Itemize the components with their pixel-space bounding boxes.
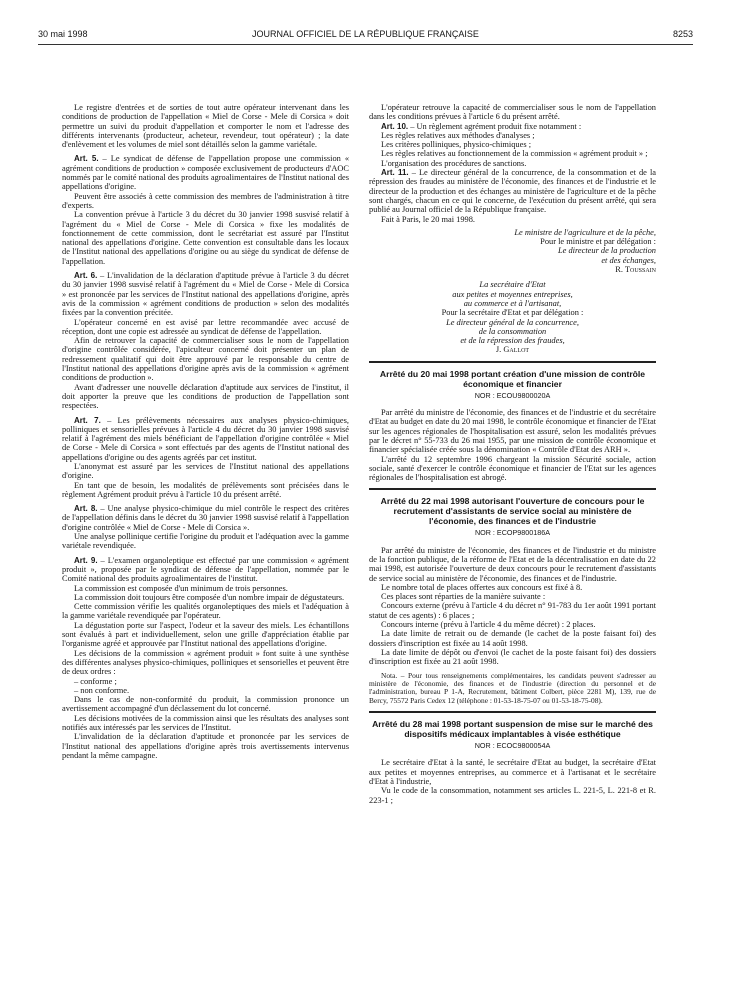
paragraph: L'opérateur retrouve la capacité de commercialiser sous le nom de l'appellation dans les conditions prévues à l'article 6 du présent arrêté. [369, 103, 656, 122]
paragraph: Art. 9. – L'examen organoleptique est effectué par une commission « agrément produit », proposée par le syndicat de défense de l'appellation, nommée par le Comité national des produits agroalimentaires de l'institut. [62, 555, 349, 584]
paragraph: Art. 11. – Le directeur général de la concurrence, de la consommation et de la répression des fraudes au ministère de l'économie, des finances et de l'industrie et le directeur de la production et des échanges au ministère de l'agriculture et de la pêche sont chargés, chacun en ce qui le concerne, de l'exécution du présent arrêté, qui sera publié au Journal officiel de la République française. [369, 168, 656, 215]
article-number: Art. 9. [74, 555, 98, 565]
paragraph: Art. 8. – Une analyse physico-chimique du miel contrôle le respect des critères de l'appellation définis dans le décret du 30 janvier 1998 susvisé relatif à l'appellation d'origine contrôlée « Miel de Corse - Mele di Corsica ». [62, 504, 349, 532]
signature-line: Pour la secrétaire d'Etat et par délégation : [441, 308, 584, 318]
signature-line: et de la répression des fraudes, [460, 336, 565, 346]
article-number: Art. 10. [381, 121, 409, 131]
paragraph: Vu le code de la consommation, notamment ses articles L. 221-5, L. 221-8 et R. 223-1 ; [369, 786, 656, 805]
right-column [369, 103, 656, 983]
paragraph: Concours externe (prévu à l'article 4 du décret n° 91-783 du 1er août 1991 portant statut de ces agents) : 6 places ; [369, 601, 656, 620]
paragraph: La date limite de retrait ou de demande (le cachet de la poste faisant foi) des dossiers d'inscription est fixée au 14 août 1998. [369, 629, 656, 648]
paragraph: Une analyse pollinique certifie l'origine du produit et l'adéquation avec la gamme variétale revendiquée. [62, 532, 349, 551]
nor-reference: NOR : ECOC9800054A [474, 741, 551, 751]
paragraph: La commission est composée d'un minimum de trois personnes. [74, 583, 288, 593]
paragraph: Art. 10. – Un règlement agrément produit fixe notamment : [381, 121, 582, 131]
nor-reference: NOR : ECOP9800186A [474, 528, 551, 538]
list-item: Les règles relatives au fonctionnement de la commission « agrément produit » ; [381, 149, 648, 159]
signature-name: R. Toussain [615, 265, 656, 275]
signature-line: Le ministre de l'agriculture et de la pêche, [514, 227, 656, 237]
paragraph: L'invalidation de la déclaration d'aptitude et prononcée par les services de l'Institut national des appellations d'origine après trois avertissements intervenus pendant la même campagne. [62, 732, 349, 760]
article-number: Art. 6. [74, 271, 98, 281]
signature-line: au commerce et à l'artisanat, [463, 298, 562, 308]
paragraph: Art. 7. – Les prélèvements nécessaires aux analyses physico-chimiques, polliniques et sensorielles prévues à l'article 4 du décret du 30 janvier 1998 susvisé relatif à l'agrément des miels bénéficiant de l'appellation d'origine contrôlée « Miel de Corse - Mele di Corsica » sont effectués par des agents de l'Institut national des appellations d'origine ou des agents agréés par cet institut. [62, 415, 349, 462]
paragraph: Le nombre total de places offertes aux concours est fixé à 8. [381, 582, 583, 592]
paragraph: L'anonymat est assuré par les services de l'Institut national des appellations d'origine. [62, 461, 349, 481]
paragraph: L'arrêté du 12 septembre 1996 chargeant la mission Sécurité sociale, action sociale, santé d'exercer le contrôle économique et financier de l'Etat sur les agences régionales de l'hospitalisation est abrogé. [369, 454, 656, 483]
decree-title: Arrêté du 22 mai 1998 autorisant l'ouverture de concours pour le recrutement d'assistants de service social au ministère de l'économie, des finances et de l'industrie [380, 496, 645, 527]
signature-line: Le directeur de la production [557, 246, 656, 256]
article-number: Art. 8. [74, 504, 98, 514]
signature-block-minister [369, 228, 656, 274]
left-column [62, 103, 349, 983]
paragraph: L'opérateur concerné en est avisé par lettre recommandée avec accusé de réception, dont une copie est adressée au syndicat de défense de l'appellation. [62, 317, 349, 336]
paragraph: Peuvent être associés à cette commission des membres de l'administration à titre d'experts. [62, 191, 349, 210]
paragraph: La commission doit toujours être composée d'un nombre impair de dégustateurs. [74, 592, 345, 602]
signature-line: Pour le ministre et par délégation : [540, 237, 656, 247]
section-separator [369, 711, 656, 713]
place-and-date: Fait à Paris, le 20 mai 1998. [381, 214, 475, 224]
paragraph: Par arrêté du ministre de l'économie, des finances et de l'industrie et du ministre de la fonction publique, de la réforme de l'Etat et de la décentralisation en date du 22 mai 1998, est autorisée l'ouverture de deux concours pour le recrutement d'assistants de service social au ministère de l'économie, des finances et de l'industrie. [369, 545, 656, 583]
article-number: Art. 5. [74, 154, 99, 164]
decree-title: Arrêté du 28 mai 1998 portant suspension de mise sur le marché des dispositifs médicaux implantables à visée esthétique [372, 719, 653, 740]
paragraph: Afin de retrouver la capacité de commercialiser sous le nom de l'appellation d'origine contrôlée considérée, l'apiculteur concerné doit présenter un plan de redressement qualitatif qui doit être approuvé par le responsable du centre de l'Institut national des appellations d'origine après avis de la commission « agrément conditions de production ». [62, 336, 349, 383]
nota-note: Nota. – Pour tous renseignements complémentaires, les candidats peuvent s'adresser au ministère de l'économie, des finances et de l'industrie (direction du personnel et de l'administration, bureau P 1-A, Recrutement, bâtiment Colbert, pièce 2281 M), 139, rue de Bercy, 75572 Paris Cedex 12 (téléphone : 01-53-18-75-07 ou 01-53-18-75-08). [369, 670, 656, 705]
list-item: – conforme ; [74, 676, 117, 686]
signature-line: et des échanges, [601, 255, 656, 265]
paragraph: La date limite de dépôt ou d'envoi (le cachet de la poste faisant foi) des dossiers d'inscription est fixée au 21 août 1998. [369, 647, 656, 667]
paragraph: Concours interne (prévu à l'article 4 du même décret) : 2 places. [381, 620, 596, 630]
signature-line: de la consommation [478, 326, 547, 336]
paragraph: Les décisions motivées de la commission ainsi que les résultats des analyses sont notifiés aux intéressés par les services de l'Institut. [62, 713, 349, 732]
article-number: Art. 11. [381, 168, 409, 178]
signature-name: J. Gallot [495, 345, 530, 355]
paragraph: Avant d'adresser une nouvelle déclaration d'aptitude aux services de l'institut, il doit apporter la preuve que les conditions de production de l'appellation sont respectées. [62, 382, 349, 411]
signature-block-secretary [369, 280, 656, 354]
signature-line: aux petites et moyennes entreprises, [452, 289, 573, 299]
paragraph: Art. 6. – L'invalidation de la déclaration d'aptitude prévue à l'article 3 du décret du 30 janvier 1998 susvisé relatif à l'agrément du « Miel de Corse - Mele di Corsica » est prononcée par les services de l'Institut national des appellations d'origine, après avis de la commission « agrément conditions de production » selon des modalités fixées par la convention précitée. [62, 271, 349, 318]
list-item: Les critères polliniques, physico-chimiques ; [381, 140, 532, 150]
paragraph: La dégustation porte sur l'aspect, l'odeur et la saveur des miels. Les échantillons sont évalués à part et individuellement, selon une grille d'appréciation établie par l'organisme agréé et approuvée par l'Institut national des appellations d'origine. [62, 620, 349, 649]
paragraph: Cette commission vérifie les qualités organoleptiques des miels et l'adéquation à la gamme variétale revendiquée par l'opérateur. [62, 602, 349, 621]
section-separator [369, 488, 656, 490]
paragraph: Par arrêté du ministre de l'économie, des finances et de l'industrie et du secrétaire d'Etat au budget en date du 20 mai 1998, le contrôle économique et financier de l'Etat sur les agences régionales de l'hospitalisation est assuré, selon les modalités prévues par le décret n° 55-733 du 26 mai 1955, par une mission de contrôle économique et financier spécialisée créée sous la dénomination « Contrôle d'Etat des ARH ». [369, 408, 656, 455]
signature-line: Le directeur général de la concurrence, [446, 317, 579, 327]
paragraph: Le secrétaire d'Etat à la santé, le secrétaire d'Etat au budget, la secrétaire d'Etat aux petites et moyennes entreprises, au commerce et à l'artisanat et le secrétaire d'Etat à l'industrie, [369, 758, 656, 787]
paragraph: Le registre d'entrées et de sorties de tout autre opérateur intervenant dans les conditions de production de l'appellation « Miel de Corse - Mele di Corsica » doit permettre un suivi du produit d'appellation et comporter le nom et l'adresse des différents intervenants (producteur, acheteur, revendeur, tout opérateur) ; la date d'enlèvement et les volumes de miel sont détaillés selon la gamme variétale. [62, 103, 349, 150]
paragraph: Les décisions de la commission « agrément produit » font suite à une synthèse des différentes analyses physico-chimiques, polliniques et sensorielles et peuvent être de deux ordres : [62, 648, 349, 677]
list-item: – non conforme. [74, 685, 130, 695]
header-journal-title: JOURNAL OFFICIEL DE LA RÉPUBLIQUE FRANÇAISE [252, 29, 479, 39]
nor-reference: NOR : ECOU9800020A [474, 390, 551, 400]
signature-line: La secrétaire d'Etat [479, 280, 546, 290]
paragraph: Ces places sont réparties de la manière suivante : [381, 592, 546, 602]
header-page-number: 8253 [672, 29, 693, 39]
article-number: Art. 7. [74, 415, 101, 425]
paragraph: Dans le cas de non-conformité du produit, la commission prononce un avertissement accompagné d'un déclassement du lot concerné. [62, 695, 349, 714]
paragraph: Art. 5. – Le syndicat de défense de l'appellation propose une commission « agrément conditions de production » composée exclusivement de producteurs d'AOC nommés par le comité national des produits agroalimentaires de l'Institut national des appellations d'origine. [62, 154, 349, 192]
list-item: Les règles relatives aux méthodes d'analyses ; [381, 130, 535, 140]
header-rule [38, 44, 693, 45]
paragraph: La convention prévue à l'article 3 du décret du 30 janvier 1998 susvisé relatif à l'agrément du « Miel de Corse - Mele di Corsica » fixe les modalités de fonctionnement de cette commission, dont le secrétariat est assuré par l'Institut national des appellations d'origine. Cette convention est consultable dans les locaux de l'Institut national des appellations d'origine ou au siège du syndicat de défense de l'appellation. [62, 210, 349, 266]
decree-title: Arrêté du 20 mai 1998 portant création d'une mission de contrôle économique et financier [379, 368, 646, 389]
paragraph: En tant que de besoin, les modalités de prélèvements sont précisées dans le règlement Agrément produit prévu à l'article 10 du présent arrêté. [62, 480, 349, 499]
list-item: L'organisation des procédures de sanctions. [381, 158, 527, 168]
section-separator [369, 361, 656, 363]
header-date: 30 mai 1998 [38, 29, 88, 39]
page-header [38, 29, 693, 43]
